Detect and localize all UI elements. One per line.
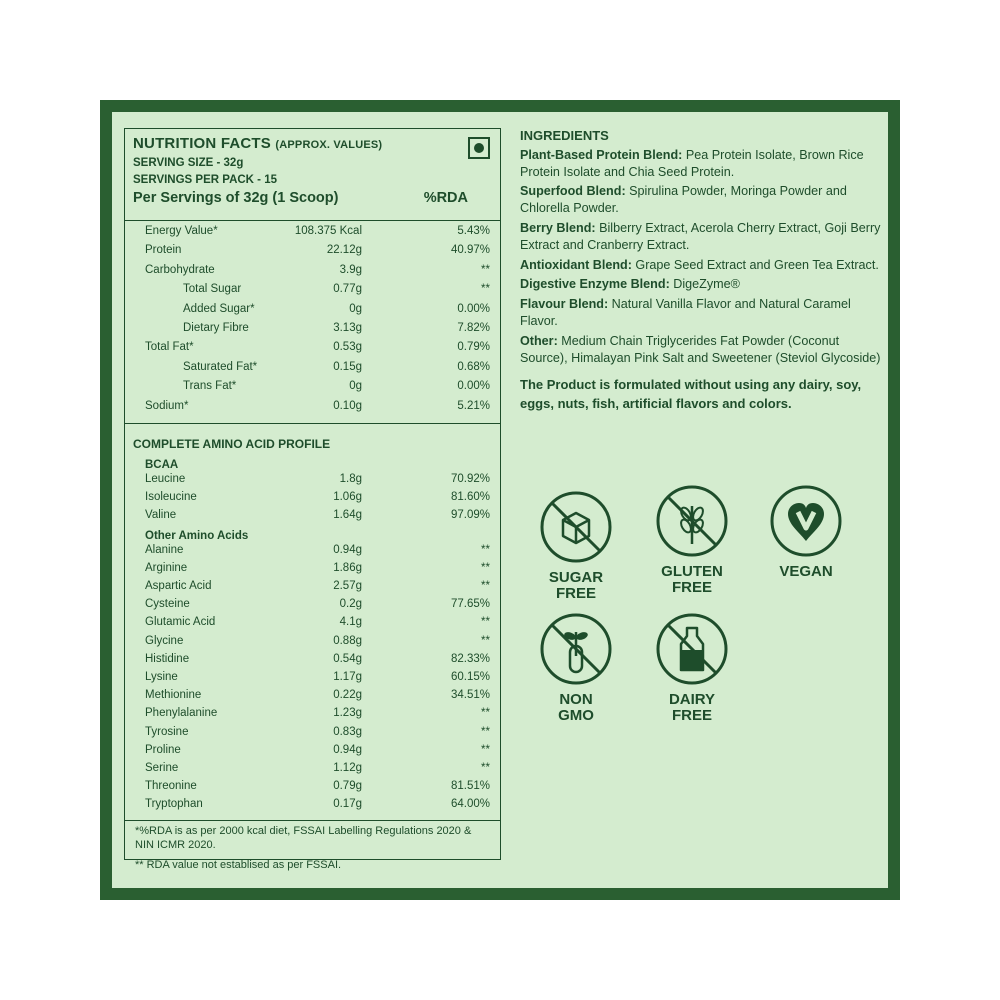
nutrient-name: Arginine — [145, 561, 188, 574]
nutrient-name: Added Sugar* — [183, 302, 255, 315]
nutrient-row — [125, 671, 500, 689]
nutrient-rda: ** — [481, 743, 490, 756]
ingredient-item — [520, 257, 890, 274]
nutrient-name: Phenylalanine — [145, 707, 218, 720]
nutrient-rda: 70.92% — [450, 473, 490, 485]
sugar-free-label: SUGAR FREE — [548, 569, 604, 602]
ingredient-text: Bilberry Extract, Acerola Cherry Extract, Goji Berry Extract and Cranberry Extract. — [520, 220, 881, 252]
nutrient-row — [125, 544, 500, 562]
nutrient-row — [125, 598, 500, 616]
nutrition-facts-box — [124, 128, 501, 871]
nutrient-row — [125, 380, 500, 398]
sugar-cube-icon — [539, 490, 613, 564]
non-gmo-badge — [516, 612, 636, 724]
nutrient-row — [125, 798, 500, 816]
vegan-badge — [746, 484, 866, 580]
nutrient-value: 0.17g — [333, 798, 362, 811]
nutrient-rda: 82.33% — [450, 652, 490, 665]
footnote-not-established: ** RDA value not establised as per FSSAI. — [135, 858, 342, 871]
section-divider — [125, 820, 500, 821]
nutrient-rda: 0.00% — [457, 302, 490, 315]
ingredient-item — [520, 333, 890, 367]
ingredient-text: DigeZyme® — [669, 277, 740, 292]
ingredients-title: INGREDIENTS — [520, 128, 609, 143]
ingredient-label: Other: — [520, 333, 558, 348]
ingredient-item — [520, 296, 890, 330]
nutrient-rda: ** — [481, 283, 490, 296]
nutrient-row — [125, 635, 500, 653]
nutrient-rda: 81.60% — [450, 491, 490, 504]
nutrient-rda: 64.00% — [450, 798, 490, 811]
nutrient-name: Glutamic Acid — [145, 616, 216, 629]
nutrient-row — [125, 491, 500, 509]
veg-mark-icon — [468, 137, 490, 159]
nutrient-name: Carbohydrate — [145, 263, 215, 276]
nutrient-value: 1.23g — [333, 707, 362, 720]
nutrient-value: 0.77g — [333, 283, 362, 296]
nutrient-rda: 5.21% — [457, 399, 490, 412]
nutrient-name: Threonine — [145, 780, 197, 793]
nutrient-value: 0.94g — [333, 743, 362, 756]
nutrient-rda: 0.79% — [457, 341, 490, 354]
non-gmo-label: NON GMO — [558, 691, 594, 724]
nutrient-value: 0.15g — [333, 360, 362, 373]
nutrient-name: Total Fat* — [145, 341, 194, 354]
servings-per-pack: SERVINGS PER PACK - 15 — [133, 174, 278, 186]
ingredient-text: Grape Seed Extract and Green Tea Extract. — [631, 257, 879, 272]
nutrient-rda: ** — [481, 616, 490, 629]
nutrient-value: 1.8g — [339, 473, 362, 485]
nutrient-value: 0.94g — [333, 543, 362, 556]
section-divider — [125, 423, 500, 424]
ingredient-label: Berry Blend: — [520, 220, 596, 235]
nutrient-name: Tyrosine — [145, 725, 189, 738]
vegan-heart-icon — [769, 484, 843, 558]
nutrient-rda: 77.65% — [450, 598, 490, 611]
nutrient-value: 1.12g — [333, 762, 362, 774]
nutrient-row — [125, 707, 500, 725]
nutrient-row — [125, 361, 500, 379]
amino-profile-title: COMPLETE AMINO ACID PROFILE — [133, 437, 331, 451]
nutrient-name: Trans Fat* — [183, 380, 237, 393]
nutrient-name: Tryptophan — [145, 798, 203, 811]
wheat-icon — [655, 484, 729, 558]
nutrient-rda: ** — [481, 725, 490, 738]
nutrient-name: Isoleucine — [145, 491, 197, 504]
nutrient-value: 22.12g — [326, 244, 362, 257]
label-panel — [100, 100, 900, 900]
nutrient-value: 0.79g — [333, 780, 362, 793]
nutrient-rda: ** — [481, 634, 490, 647]
ingredient-item — [520, 276, 890, 293]
sugar-free-badge — [516, 490, 636, 602]
ingredient-item — [520, 183, 890, 217]
nutrient-rda: 5.43% — [457, 225, 490, 237]
per-serving-header: Per Servings of 32g (1 Scoop) %RDA — [133, 190, 468, 206]
nutrient-rda: ** — [481, 263, 490, 276]
ingredient-label: Antioxidant Blend: — [520, 257, 632, 272]
nutrient-row — [125, 322, 500, 340]
nutrient-name: Dietary Fibre — [183, 322, 249, 334]
nutrient-name: Serine — [145, 762, 179, 774]
nutrient-rda: ** — [481, 543, 490, 556]
nutrient-rda: 60.15% — [450, 671, 490, 683]
vegan-label: VEGAN — [779, 563, 833, 580]
nutrient-row — [125, 303, 500, 321]
nutrient-value: 0g — [349, 302, 362, 315]
nutrient-name: Cysteine — [145, 598, 190, 611]
gluten-free-badge — [632, 484, 752, 596]
ingredient-item — [520, 147, 890, 181]
nutrient-name: Glycine — [145, 634, 184, 647]
nutrient-row — [125, 264, 500, 282]
dairy-free-label: DAIRY FREE — [668, 691, 716, 724]
nutrient-rda: ** — [481, 707, 490, 720]
nutrient-row — [125, 780, 500, 798]
nutrient-value: 0.83g — [333, 725, 362, 738]
nutrient-row — [125, 562, 500, 580]
nutrient-name: Valine — [145, 509, 177, 522]
dairy-free-badge — [632, 612, 752, 724]
nutrient-row — [125, 616, 500, 634]
nutrition-title: NUTRITION FACTS (APPROX. VALUES) — [133, 135, 383, 152]
nutrient-name: Lysine — [145, 671, 178, 683]
nutrient-name: Energy Value* — [145, 225, 218, 237]
nutrient-value: 0.54g — [333, 652, 362, 665]
nutrient-name: Histidine — [145, 652, 190, 665]
ingredient-item — [520, 220, 890, 254]
nutrient-name: Saturated Fat* — [183, 360, 258, 373]
nutrient-row — [125, 509, 500, 527]
nutrient-name: Methionine — [145, 689, 202, 702]
nutrient-value: 3.13g — [333, 322, 362, 334]
nutrient-row — [125, 341, 500, 359]
ingredient-label: Digestive Enzyme Blend: — [520, 277, 670, 292]
nutrient-rda: 81.51% — [450, 780, 490, 793]
nutrient-value: 0g — [349, 380, 362, 393]
nutrient-value: 0.2g — [339, 598, 362, 611]
ingredients-section — [520, 128, 890, 413]
nutrient-rda: 0.68% — [457, 360, 490, 373]
ingredient-text: Spirulina Powder, Moringa Powder and Chlorella Powder. — [520, 184, 847, 216]
nutrient-name: Aspartic Acid — [145, 580, 212, 592]
nutrient-row — [125, 744, 500, 762]
nutrient-value: 0.88g — [333, 634, 362, 647]
nutrient-row — [125, 225, 500, 243]
nutrient-row — [125, 580, 500, 598]
nutrient-name: Total Sugar — [183, 283, 242, 296]
nutrient-value: 1.86g — [333, 561, 362, 574]
nutrient-row — [125, 400, 500, 418]
milk-bottle-icon — [655, 612, 729, 686]
bcaa-title: BCAA — [145, 459, 179, 471]
nutrient-value: 2.57g — [333, 580, 362, 592]
nutrient-value: 1.17g — [333, 671, 362, 683]
nutrition-header — [125, 129, 500, 221]
nutrient-value: 0.53g — [333, 341, 362, 354]
nutrient-row — [125, 244, 500, 262]
ingredient-label: Superfood Blend: — [520, 184, 626, 199]
nutrient-row — [125, 283, 500, 301]
nutrient-row — [125, 726, 500, 744]
nutrient-name: Sodium* — [145, 399, 189, 412]
nutrient-name: Protein — [145, 244, 182, 257]
nutrient-rda: 97.09% — [450, 509, 490, 522]
nutrient-value: 3.9g — [339, 263, 362, 276]
ingredient-text: Pea Protein Isolate, Brown Rice Protein Isolate and Chia Seed Protein. — [520, 147, 864, 179]
nutrient-value: 4.1g — [339, 616, 362, 629]
free-from-claim: The Product is formulated without using any dairy, soy, eggs, nuts, fish, artificial flavors and colors. — [520, 377, 862, 411]
nutrient-rda: ** — [481, 561, 490, 574]
nutrient-row — [125, 653, 500, 671]
nutrient-rda: ** — [481, 762, 490, 774]
ingredient-label: Plant-Based Protein Blend: — [520, 147, 683, 162]
nutrient-rda: 0.00% — [457, 380, 490, 393]
nutrient-rda: 7.82% — [457, 322, 490, 334]
nutrient-value: 1.64g — [333, 509, 362, 522]
nutrient-rda: 40.97% — [450, 244, 490, 257]
nutrient-rda: 34.51% — [450, 689, 490, 702]
footnote-rda: *%RDA is as per 2000 kcal diet, FSSAI Labelling Regulations 2020 & NIN ICMR 2020. — [135, 824, 472, 851]
ingredient-text: Medium Chain Triglycerides Fat Powder (Coconut Source), Himalayan Pink Salt and Sweetener (Steviol Glycoside) — [520, 333, 881, 365]
nutrient-name: Leucine — [145, 473, 186, 485]
nutrient-name: Alanine — [145, 543, 184, 556]
ingredient-label: Flavour Blend: — [520, 297, 609, 312]
test-tube-plant-icon — [539, 612, 613, 686]
nutrient-value: 1.06g — [333, 491, 362, 504]
nutrient-value: 0.10g — [333, 399, 362, 412]
nutrient-row — [125, 473, 500, 491]
nutrient-value: 0.22g — [333, 689, 362, 702]
nutrient-value: 108.375 Kcal — [294, 225, 362, 237]
other-amino-title: Other Amino Acids — [145, 529, 249, 542]
gluten-free-label: GLUTEN FREE — [661, 563, 723, 596]
ingredient-text: Natural Vanilla Flavor and Natural Caramel Flavor. — [520, 297, 851, 328]
nutrient-name: Proline — [145, 743, 181, 756]
nutrient-row — [125, 689, 500, 707]
serving-size: SERVING SIZE - 32g — [133, 157, 244, 169]
nutrient-row — [125, 762, 500, 780]
nutrient-rda: ** — [481, 580, 490, 592]
